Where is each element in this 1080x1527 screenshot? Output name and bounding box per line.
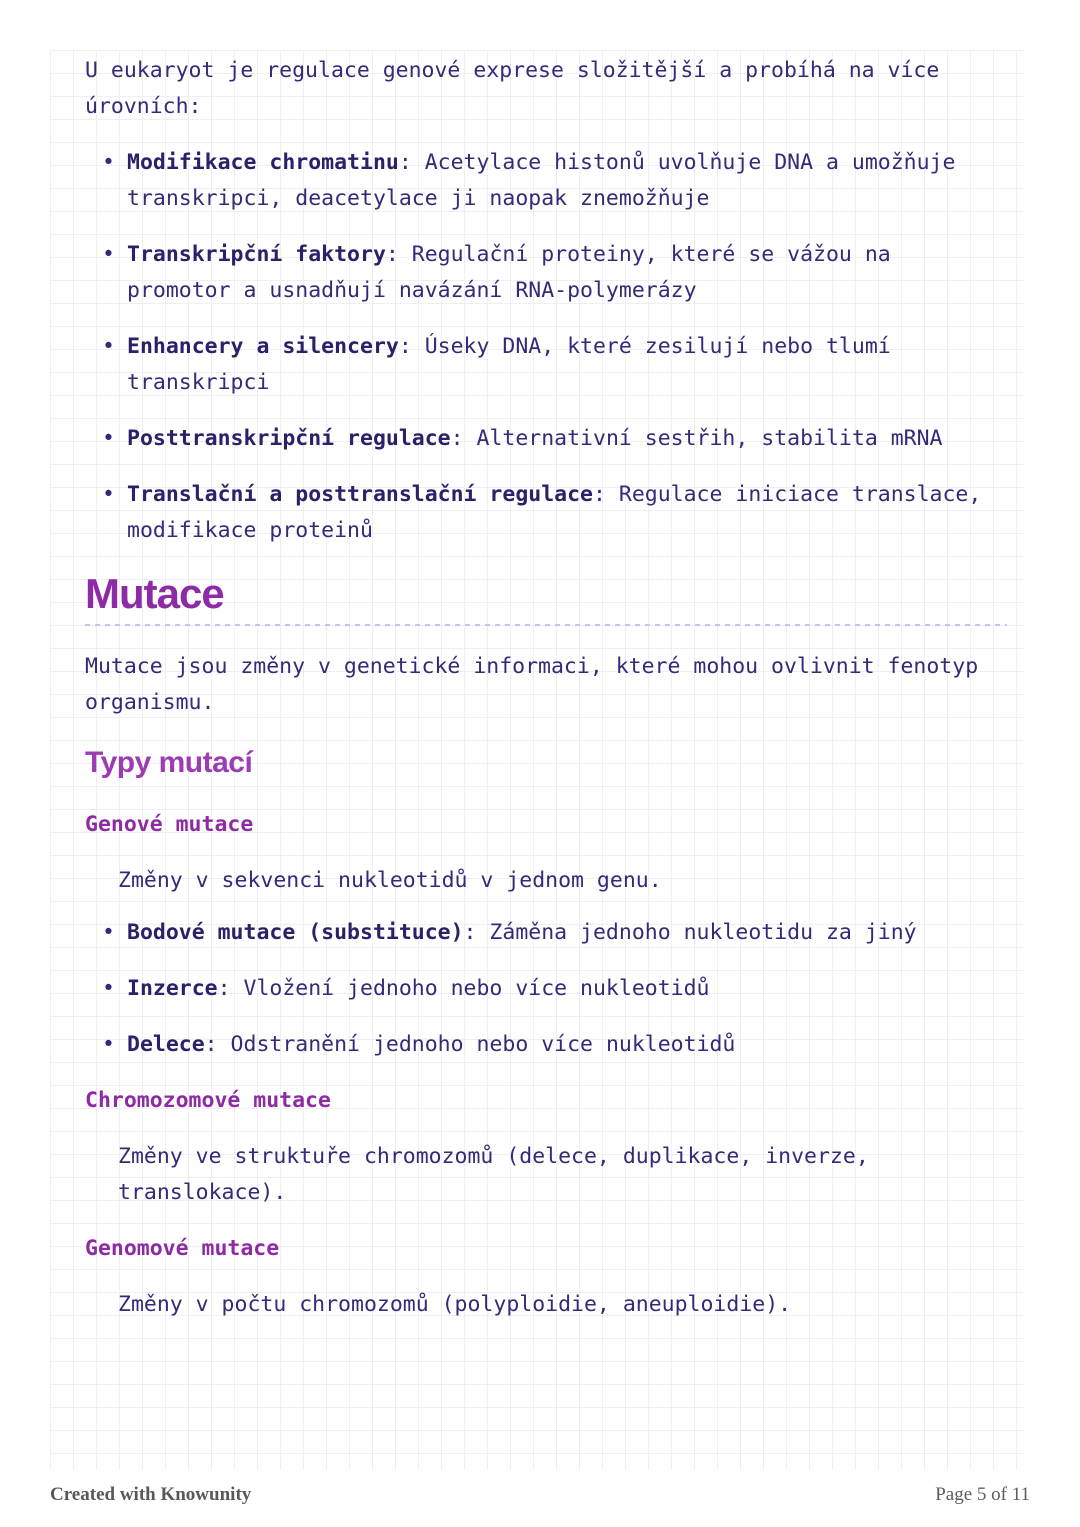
list-item xyxy=(85,421,987,457)
bullet-text: : Regulační proteiny, které se vážou na promotor a usnadňují navázání RNA-polymerázy xyxy=(127,242,891,303)
subsection-description: Změny v sekvenci nukleotidů v jednom genu. xyxy=(118,868,662,893)
regulation-bullet-list xyxy=(85,145,1007,549)
subsection-description: Změny v počtu chromozomů (polyploidie, aneuploidie). xyxy=(118,1292,792,1317)
bullet-lead: Bodové mutace (substituce) xyxy=(127,920,464,945)
list-item xyxy=(85,1027,987,1063)
page-footer xyxy=(50,1484,1030,1506)
section-title-typy-mutaci: Typy mutací xyxy=(85,746,253,779)
subsection-description: Změny ve struktuře chromozomů (delece, duplikace, inverze, translokace). xyxy=(118,1144,869,1205)
intro-paragraph: U eukaryot je regulace genové exprese složitější a probíhá na více úrovních: xyxy=(85,58,940,119)
section-chromozomove-mutace xyxy=(85,1083,1007,1211)
footer-brand-text: Created with Knowunity xyxy=(50,1484,252,1505)
bullet-text: : Úseky DNA, které zesilují nebo tlumí transkripci xyxy=(127,334,891,395)
list-item xyxy=(85,477,987,549)
bullet-lead: Enhancery a silencery xyxy=(127,334,399,359)
bullet-lead: Transkripční faktory xyxy=(127,242,386,267)
bullet-lead: Inzerce xyxy=(127,976,218,1001)
bullet-text: : Záměna jednoho nukleotidu za jiný xyxy=(463,920,917,945)
bullet-text: : Odstranění jednoho nebo více nukleotidů xyxy=(204,1032,736,1057)
bullet-lead: Delece xyxy=(127,1032,205,1057)
subsection-title: Genové mutace xyxy=(85,812,254,837)
section-genomove-mutace xyxy=(85,1231,1007,1323)
bullet-lead: Posttranskripční regulace xyxy=(127,426,451,451)
genove-bullet-list xyxy=(85,915,1007,1063)
grid-paper-card xyxy=(50,50,1025,1470)
bullet-text: : Acetylace histonů uvolňuje DNA a umožňuje transkripci, deacetylace ji naopak znemožňuje xyxy=(127,150,956,211)
page-content xyxy=(50,50,1025,1323)
list-item xyxy=(85,971,987,1007)
subsection-title: Genomové mutace xyxy=(85,1236,280,1261)
section-genove-mutace xyxy=(85,807,1007,1063)
page-number: Page 5 of 11 xyxy=(935,1484,1030,1505)
bullet-text: : Vložení jednoho nebo více nukleotidů xyxy=(217,976,710,1001)
list-item xyxy=(85,329,987,401)
list-item xyxy=(85,915,987,951)
mutace-intro-paragraph: Mutace jsou změny v genetické informaci, které mohou ovlivnit fenotyp organismu. xyxy=(85,654,979,715)
bullet-lead: Modifikace chromatinu xyxy=(127,150,399,175)
list-item xyxy=(85,237,987,309)
bullet-lead: Translační a posttranslační regulace xyxy=(127,482,593,507)
bullet-text: : Alternativní sestřih, stabilita mRNA xyxy=(450,426,943,451)
subsection-title: Chromozomové mutace xyxy=(85,1088,331,1113)
page-title: Mutace xyxy=(85,571,1007,626)
bullet-text: : Regulace iniciace translace, modifikace proteinů xyxy=(127,482,982,543)
list-item xyxy=(85,145,987,217)
